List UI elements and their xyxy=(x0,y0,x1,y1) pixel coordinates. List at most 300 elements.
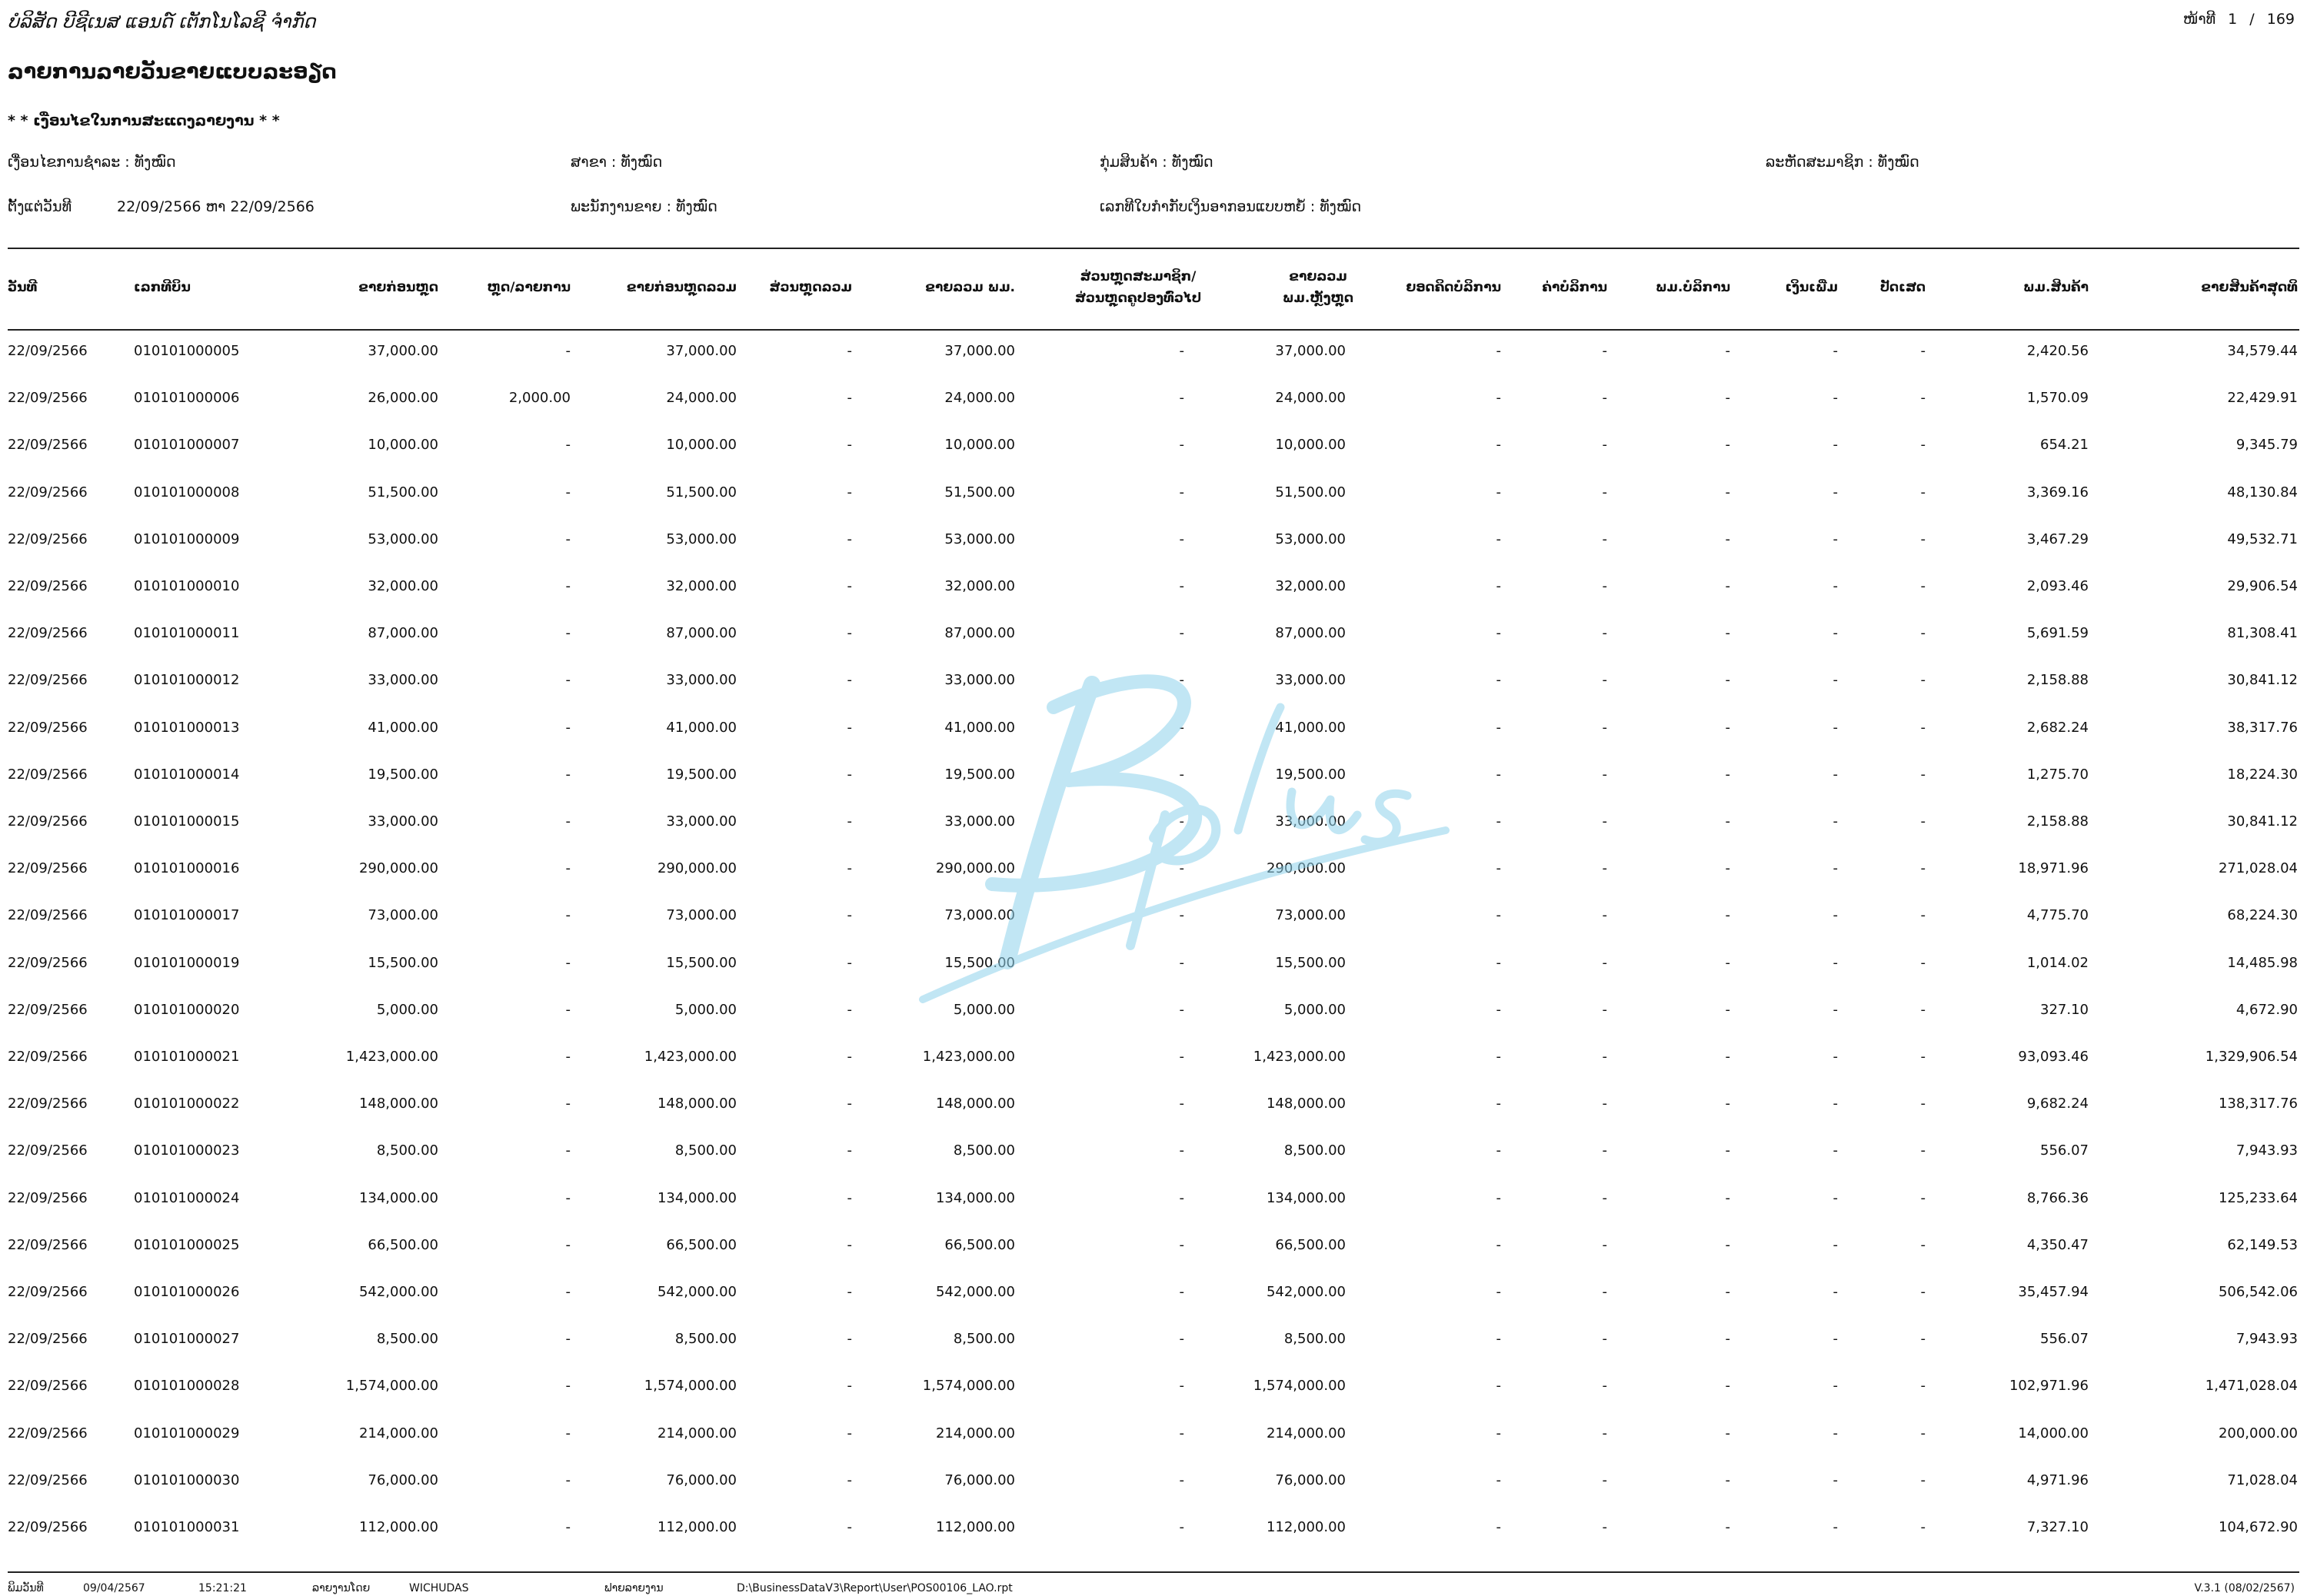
table-cell: 87,000.00 xyxy=(368,625,438,641)
table-cell: - xyxy=(847,1284,852,1300)
table-cell: - xyxy=(1496,390,1501,406)
table-cell: - xyxy=(1833,720,1838,736)
table-cell: - xyxy=(1833,766,1838,783)
table-cell: - xyxy=(1179,1237,1184,1253)
table-cell: - xyxy=(1833,1002,1838,1018)
column-header-line: ຂາຍກ່ອນຫຼຸດລວມ xyxy=(626,280,737,295)
column-header-1 xyxy=(134,277,191,298)
table-cell: 53,000.00 xyxy=(944,531,1015,547)
table-cell: - xyxy=(1833,813,1838,830)
table-cell: - xyxy=(565,1049,571,1065)
table-cell: - xyxy=(1725,1237,1730,1253)
column-header-line: ວັນທີ xyxy=(8,280,38,295)
table-cell: - xyxy=(1725,1142,1730,1159)
table-cell: 15,500.00 xyxy=(1275,955,1346,971)
table-cell: 010101000019 xyxy=(134,955,240,971)
table-cell: - xyxy=(847,578,852,594)
table-cell: - xyxy=(565,1002,571,1018)
table-cell: - xyxy=(1725,1472,1730,1488)
table-cell: 22/09/2566 xyxy=(8,1096,88,1112)
table-cell: 73,000.00 xyxy=(666,907,737,923)
table-cell: - xyxy=(847,766,852,783)
table-cell: 148,000.00 xyxy=(358,1096,438,1112)
print-time: 15:21:21 xyxy=(198,1582,247,1594)
table-cell: 112,000.00 xyxy=(935,1519,1015,1535)
table-cell: 4,775.70 xyxy=(2026,907,2089,923)
table-cell: - xyxy=(1725,955,1730,971)
table-cell: - xyxy=(1179,1049,1184,1065)
table-cell: 010101000030 xyxy=(134,1472,240,1488)
table-cell: - xyxy=(1920,1237,1926,1253)
table-cell: 81,308.41 xyxy=(2227,625,2298,641)
table-cell: - xyxy=(1602,1049,1607,1065)
table-cell: 1,574,000.00 xyxy=(922,1378,1015,1394)
table-cell: - xyxy=(1179,531,1184,547)
table-cell: - xyxy=(1602,531,1607,547)
table-cell: 654.21 xyxy=(2040,437,2089,453)
table-cell: 41,000.00 xyxy=(368,720,438,736)
table-cell: 37,000.00 xyxy=(368,343,438,359)
table-cell: 2,158.88 xyxy=(2026,813,2089,830)
table-cell: - xyxy=(1833,1142,1838,1159)
table-cell: - xyxy=(1920,1519,1926,1535)
table-cell: - xyxy=(847,1519,852,1535)
table-cell: - xyxy=(1725,625,1730,641)
table-cell: 010101000008 xyxy=(134,484,240,500)
column-header-line: ຫຼຸດ/ລາຍການ xyxy=(487,280,571,295)
table-cell: - xyxy=(1725,1331,1730,1347)
table-cell: 010101000005 xyxy=(134,343,240,359)
table-cell: 37,000.00 xyxy=(944,343,1015,359)
table-cell: - xyxy=(1725,390,1730,406)
table-cell: - xyxy=(565,1237,571,1253)
table-cell: 76,000.00 xyxy=(1275,1472,1346,1488)
table-cell: - xyxy=(1179,1284,1184,1300)
table-cell: 290,000.00 xyxy=(657,860,737,876)
table-cell: - xyxy=(1179,1425,1184,1441)
table-cell: - xyxy=(1725,1284,1730,1300)
table-cell: 010101000026 xyxy=(134,1284,240,1300)
table-cell: 1,014.02 xyxy=(2026,955,2089,971)
table-cell: 8,500.00 xyxy=(953,1142,1015,1159)
table-cell: 30,841.12 xyxy=(2227,813,2298,830)
table-cell: - xyxy=(1602,672,1607,688)
table-cell: - xyxy=(1602,625,1607,641)
table-cell: 1,423,000.00 xyxy=(922,1049,1015,1065)
table-cell: - xyxy=(565,907,571,923)
table-cell: - xyxy=(1833,672,1838,688)
table-cell: - xyxy=(565,1472,571,1488)
table-cell: - xyxy=(1496,1284,1501,1300)
table-cell: - xyxy=(1833,1472,1838,1488)
table-cell: - xyxy=(1920,766,1926,783)
table-cell: 148,000.00 xyxy=(657,1096,737,1112)
table-cell: 19,500.00 xyxy=(368,766,438,783)
column-header-14 xyxy=(1889,277,2089,298)
table-cell: 9,345.79 xyxy=(2235,437,2298,453)
table-cell: - xyxy=(847,1425,852,1441)
bplus-watermark-logo xyxy=(877,638,1461,1007)
table-cell: 22/09/2566 xyxy=(8,907,88,923)
table-cell: - xyxy=(1833,1237,1838,1253)
table-cell: 1,574,000.00 xyxy=(644,1378,737,1394)
column-header-15 xyxy=(2098,277,2298,298)
table-cell: - xyxy=(1833,578,1838,594)
table-cell: 22/09/2566 xyxy=(8,1472,88,1488)
filter-date-label: ຕັ້ງແຕ່ວັນທີ xyxy=(8,198,72,215)
table-cell: - xyxy=(1920,813,1926,830)
filter-payment-type: ເງື່ອນໄຂການຊຳລະ : ທັງໝົດ xyxy=(8,154,176,171)
table-cell: - xyxy=(1179,720,1184,736)
table-cell: - xyxy=(1496,1378,1501,1394)
table-cell: 22/09/2566 xyxy=(8,1142,88,1159)
table-cell: 22/09/2566 xyxy=(8,720,88,736)
table-cell: - xyxy=(565,1142,571,1159)
table-cell: - xyxy=(1920,907,1926,923)
table-cell: 22/09/2566 xyxy=(8,1425,88,1441)
table-cell: - xyxy=(1833,343,1838,359)
table-cell: - xyxy=(1725,860,1730,876)
table-cell: 37,000.00 xyxy=(666,343,737,359)
table-cell: - xyxy=(1179,437,1184,453)
table-cell: 5,000.00 xyxy=(376,1002,438,1018)
company-name: ບໍລິສັດ ບີຊີເນສ ແອນດ໌ ເຕັກໂນໂລຊີ ຈຳກັດ xyxy=(8,11,316,32)
table-cell: - xyxy=(847,625,852,641)
table-cell: - xyxy=(1496,625,1501,641)
table-cell: - xyxy=(565,672,571,688)
table-cell: 22/09/2566 xyxy=(8,813,88,830)
report-file-path: D:\BusinessDataV3\Report\User\POS00106_LAO.rpt xyxy=(737,1582,1013,1594)
table-cell: - xyxy=(1725,766,1730,783)
table-cell: 010101000006 xyxy=(134,390,240,406)
table-cell: 7,943.93 xyxy=(2235,1142,2298,1159)
page-number xyxy=(2176,11,2295,28)
table-cell: 48,130.84 xyxy=(2227,484,2298,500)
table-cell: - xyxy=(1179,1519,1184,1535)
table-cell: - xyxy=(565,766,571,783)
table-cell: - xyxy=(1833,1519,1838,1535)
table-cell: - xyxy=(1179,625,1184,641)
table-cell: 010101000024 xyxy=(134,1190,240,1206)
table-cell: 66,500.00 xyxy=(1275,1237,1346,1253)
table-cell: 22/09/2566 xyxy=(8,1519,88,1535)
table-cell: 556.07 xyxy=(2040,1142,2089,1159)
table-cell: 18,971.96 xyxy=(2018,860,2089,876)
table-cell: - xyxy=(1920,955,1926,971)
table-cell: - xyxy=(847,1237,852,1253)
table-cell: 010101000021 xyxy=(134,1049,240,1065)
table-cell: - xyxy=(847,907,852,923)
table-cell: 32,000.00 xyxy=(1275,578,1346,594)
table-cell: - xyxy=(1496,1331,1501,1347)
table-cell: - xyxy=(847,437,852,453)
table-cell: 4,350.47 xyxy=(2026,1237,2089,1253)
table-cell: 22/09/2566 xyxy=(8,484,88,500)
table-cell: - xyxy=(1833,955,1838,971)
table-cell: 87,000.00 xyxy=(666,625,737,641)
table-cell: 134,000.00 xyxy=(1266,1190,1346,1206)
column-header-line: ປັດເສດ xyxy=(1879,280,1926,295)
table-cell: 24,000.00 xyxy=(1275,390,1346,406)
table-cell: - xyxy=(1179,1096,1184,1112)
table-cell: - xyxy=(565,1190,571,1206)
table-cell: 010101000012 xyxy=(134,672,240,688)
table-cell: - xyxy=(1496,720,1501,736)
table-cell: 33,000.00 xyxy=(1275,813,1346,830)
table-cell: 214,000.00 xyxy=(358,1425,438,1441)
table-cell: 66,500.00 xyxy=(666,1237,737,1253)
table-cell: 8,500.00 xyxy=(1283,1142,1346,1159)
table-cell: - xyxy=(1602,1096,1607,1112)
table-cell: 1,423,000.00 xyxy=(345,1049,438,1065)
table-cell: - xyxy=(1833,484,1838,500)
table-cell: - xyxy=(847,1331,852,1347)
table-cell: - xyxy=(1179,578,1184,594)
table-cell: - xyxy=(1496,484,1501,500)
table-cell: - xyxy=(1920,672,1926,688)
table-cell: - xyxy=(1833,860,1838,876)
table-cell: 8,766.36 xyxy=(2026,1190,2089,1206)
table-cell: 71,028.04 xyxy=(2227,1472,2298,1488)
table-cell: 10,000.00 xyxy=(944,437,1015,453)
table-cell: - xyxy=(1496,860,1501,876)
table-cell: - xyxy=(1920,1142,1926,1159)
table-cell: - xyxy=(1496,813,1501,830)
table-cell: 200,000.00 xyxy=(2218,1425,2298,1441)
table-cell: - xyxy=(1725,1425,1730,1441)
version: V.3.1 (08/02/2567) xyxy=(2194,1582,2295,1594)
table-cell: 4,971.96 xyxy=(2026,1472,2089,1488)
table-cell: 1,570.09 xyxy=(2026,390,2089,406)
table-cell: 22/09/2566 xyxy=(8,578,88,594)
table-cell: 138,317.76 xyxy=(2218,1096,2298,1112)
table-cell: - xyxy=(1602,1331,1607,1347)
table-cell: 10,000.00 xyxy=(1275,437,1346,453)
table-cell: 22/09/2566 xyxy=(8,531,88,547)
table-cell: - xyxy=(1833,1331,1838,1347)
table-cell: - xyxy=(1496,1472,1501,1488)
column-header-6 xyxy=(815,277,1015,298)
table-cell: 010101000015 xyxy=(134,813,240,830)
table-cell: 22/09/2566 xyxy=(8,766,88,783)
table-cell: - xyxy=(847,720,852,736)
table-cell: 68,224.30 xyxy=(2227,907,2298,923)
table-cell: 66,500.00 xyxy=(944,1237,1015,1253)
table-cell: 76,000.00 xyxy=(368,1472,438,1488)
filter-branch: ສາຂາ : ທັງໝົດ xyxy=(571,154,663,171)
conditions-heading: * * ເງື່ອນໄຂໃນການສະແດງລາຍງານ * * xyxy=(8,112,280,129)
table-cell: 5,691.59 xyxy=(2026,625,2089,641)
table-cell: 29,906.54 xyxy=(2227,578,2298,594)
column-header-line: ພມ.ສິນຄ້າ xyxy=(2023,280,2089,295)
table-cell: - xyxy=(1920,437,1926,453)
table-cell: - xyxy=(1833,1096,1838,1112)
table-cell: - xyxy=(1920,720,1926,736)
table-cell: 93,093.46 xyxy=(2018,1049,2089,1065)
table-cell: - xyxy=(847,860,852,876)
table-cell: 134,000.00 xyxy=(935,1190,1015,1206)
table-cell: 22/09/2566 xyxy=(8,343,88,359)
table-cell: - xyxy=(565,1425,571,1441)
table-cell: 8,500.00 xyxy=(674,1142,737,1159)
table-cell: 35,457.94 xyxy=(2018,1284,2089,1300)
table-cell: 53,000.00 xyxy=(1275,531,1346,547)
table-cell: 22/09/2566 xyxy=(8,1002,88,1018)
column-header-line: ຂາຍລວມ ພມ. xyxy=(925,280,1015,295)
table-cell: - xyxy=(847,484,852,500)
table-cell: - xyxy=(1725,1190,1730,1206)
table-cell: 19,500.00 xyxy=(944,766,1015,783)
table-cell: 2,158.88 xyxy=(2026,672,2089,688)
table-cell: - xyxy=(1496,343,1501,359)
report-file-label: ຟາຍລາຍງານ xyxy=(604,1582,664,1594)
table-cell: 010101000017 xyxy=(134,907,240,923)
table-cell: - xyxy=(1602,955,1607,971)
table-cell: - xyxy=(565,720,571,736)
reported-by: WICHUDAS xyxy=(409,1582,469,1594)
table-cell: 22/09/2566 xyxy=(8,955,88,971)
column-header-line: ຂາຍສິນຄ້າສຸດທິ xyxy=(2201,280,2298,295)
table-cell: 542,000.00 xyxy=(358,1284,438,1300)
table-cell: 33,000.00 xyxy=(666,672,737,688)
table-cell: 3,369.16 xyxy=(2026,484,2089,500)
table-cell: 1,275.70 xyxy=(2026,766,2089,783)
table-cell: 3,467.29 xyxy=(2026,531,2089,547)
table-cell: - xyxy=(847,1142,852,1159)
table-cell: - xyxy=(1602,907,1607,923)
table-cell: - xyxy=(1725,672,1730,688)
column-header-line: ເລກທີບິນ xyxy=(134,280,191,295)
table-cell: 22/09/2566 xyxy=(8,860,88,876)
table-cell: - xyxy=(1179,1331,1184,1347)
table-cell: 2,093.46 xyxy=(2026,578,2089,594)
column-header-line: ຂາຍກ່ອນຫຼຸດ xyxy=(358,280,438,295)
table-cell: - xyxy=(1602,1519,1607,1535)
table-cell: - xyxy=(1725,1096,1730,1112)
table-cell: 542,000.00 xyxy=(1266,1284,1346,1300)
table-cell: - xyxy=(1496,1096,1501,1112)
table-cell: 14,485.98 xyxy=(2227,955,2298,971)
table-cell: - xyxy=(1602,390,1607,406)
table-cell: - xyxy=(1602,813,1607,830)
table-cell: - xyxy=(1602,578,1607,594)
table-cell: 148,000.00 xyxy=(1266,1096,1346,1112)
table-cell: - xyxy=(1602,860,1607,876)
table-cell: - xyxy=(1496,437,1501,453)
table-cell: - xyxy=(1725,343,1730,359)
footer-rule xyxy=(8,1571,2299,1573)
table-cell: - xyxy=(1179,1142,1184,1159)
table-cell: - xyxy=(1179,1002,1184,1018)
filter-member-code: ລະຫັດສະມາຊິກ : ທັງໝົດ xyxy=(1766,154,1919,171)
table-cell: 53,000.00 xyxy=(666,531,737,547)
table-cell: - xyxy=(1179,1378,1184,1394)
table-cell: - xyxy=(1602,1237,1607,1253)
table-cell: - xyxy=(1496,1425,1501,1441)
table-cell: - xyxy=(565,813,571,830)
table-cell: 51,500.00 xyxy=(944,484,1015,500)
table-cell: 2,000.00 xyxy=(508,390,571,406)
table-cell: - xyxy=(1920,1096,1926,1112)
table-cell: - xyxy=(1725,907,1730,923)
filter-salesperson: ພະນັກງານຂາຍ : ທັງໝົດ xyxy=(571,198,717,215)
table-cell: 53,000.00 xyxy=(368,531,438,547)
table-cell: - xyxy=(1725,1378,1730,1394)
table-cell: - xyxy=(1496,531,1501,547)
table-cell: - xyxy=(1920,343,1926,359)
table-cell: 49,532.71 xyxy=(2227,531,2298,547)
table-cell: - xyxy=(1602,1284,1607,1300)
table-cell: 19,500.00 xyxy=(1275,766,1346,783)
table-cell: 5,000.00 xyxy=(1283,1002,1346,1018)
table-cell: 32,000.00 xyxy=(368,578,438,594)
table-cell: - xyxy=(1833,625,1838,641)
table-cell: - xyxy=(1833,390,1838,406)
table-cell: - xyxy=(1920,1331,1926,1347)
table-cell: 51,500.00 xyxy=(1275,484,1346,500)
table-cell: - xyxy=(1833,437,1838,453)
table-cell: 112,000.00 xyxy=(657,1519,737,1535)
table-cell: 1,471,028.04 xyxy=(2205,1378,2298,1394)
table-cell: - xyxy=(847,1096,852,1112)
table-cell: - xyxy=(1602,343,1607,359)
table-cell: 22/09/2566 xyxy=(8,437,88,453)
table-cell: - xyxy=(1179,1190,1184,1206)
table-cell: - xyxy=(1725,578,1730,594)
table-cell: - xyxy=(847,1002,852,1018)
table-cell: 2,682.24 xyxy=(2026,720,2089,736)
table-cell: 22/09/2566 xyxy=(8,1331,88,1347)
table-cell: - xyxy=(1920,1284,1926,1300)
table-cell: 010101000029 xyxy=(134,1425,240,1441)
table-cell: 15,500.00 xyxy=(944,955,1015,971)
table-cell: 112,000.00 xyxy=(1266,1519,1346,1535)
table-cell: - xyxy=(847,1472,852,1488)
table-cell: 506,542.06 xyxy=(2218,1284,2298,1300)
table-cell: - xyxy=(847,1190,852,1206)
table-cell: - xyxy=(1179,484,1184,500)
table-cell: - xyxy=(1602,1378,1607,1394)
table-cell: 112,000.00 xyxy=(358,1519,438,1535)
table-cell: - xyxy=(565,578,571,594)
table-cell: - xyxy=(1602,1472,1607,1488)
table-cell: 8,500.00 xyxy=(953,1331,1015,1347)
column-header-line: ຂາຍລວມ xyxy=(1289,269,1347,284)
table-cell: - xyxy=(1179,955,1184,971)
table-cell: - xyxy=(847,813,852,830)
table-cell: - xyxy=(1920,1049,1926,1065)
table-cell: 214,000.00 xyxy=(1266,1425,1346,1441)
table-cell: 5,000.00 xyxy=(674,1002,737,1018)
column-header-0 xyxy=(8,277,37,298)
table-cell: - xyxy=(565,531,571,547)
table-cell: - xyxy=(847,390,852,406)
table-cell: 22/09/2566 xyxy=(8,1284,88,1300)
column-header-line: ຄ່າບໍລິການ xyxy=(1542,280,1607,295)
table-cell: 148,000.00 xyxy=(935,1096,1015,1112)
table-cell: 010101000014 xyxy=(134,766,240,783)
table-cell: - xyxy=(1920,625,1926,641)
table-cell: - xyxy=(1179,907,1184,923)
table-cell: 1,574,000.00 xyxy=(345,1378,438,1394)
table-cell: 22/09/2566 xyxy=(8,390,88,406)
table-cell: 8,500.00 xyxy=(376,1142,438,1159)
table-cell: 41,000.00 xyxy=(1275,720,1346,736)
table-cell: - xyxy=(1602,1002,1607,1018)
table-cell: - xyxy=(565,955,571,971)
table-cell: 14,000.00 xyxy=(2018,1425,2089,1441)
table-cell: 1,574,000.00 xyxy=(1253,1378,1346,1394)
